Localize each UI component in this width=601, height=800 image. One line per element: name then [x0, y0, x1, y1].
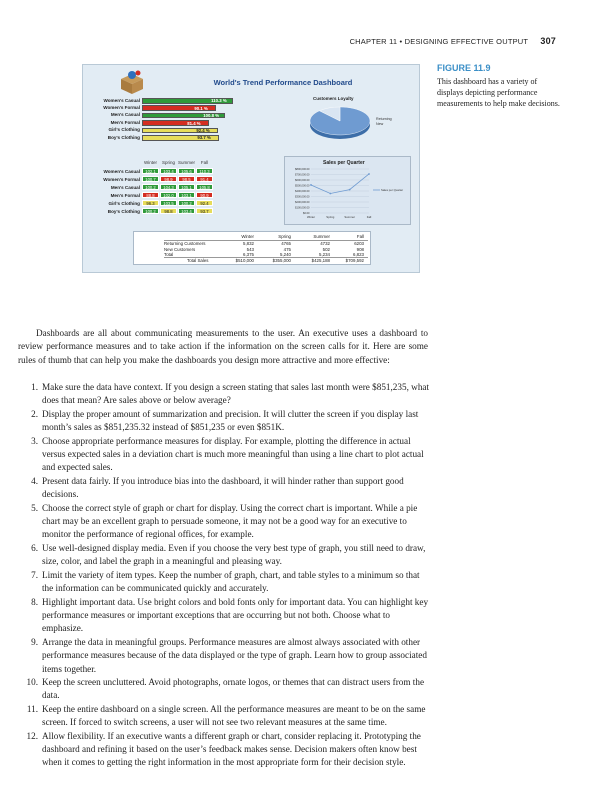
rule-text: Make sure the data have context. If you design a screen stating that sales last month were $851,235, what does that mean? Are sales above or below average?	[42, 382, 430, 406]
heatmap-cell: 91.4	[196, 176, 213, 182]
bar-row-label: Women's Casual	[103, 97, 140, 103]
table-cell: 6,823	[353, 252, 364, 257]
rule-number: 6.	[31, 542, 38, 553]
heatmap-cell: 88.8	[142, 192, 159, 198]
dashboard-title: World's Trend Performance Dashboard	[213, 78, 353, 87]
rule-item	[18, 703, 430, 730]
logo-box-icon	[117, 69, 147, 95]
line-chart-y-tick: $200,000.00	[295, 201, 310, 204]
heatmap-cell: 100.7	[142, 176, 159, 182]
table-cell: 5,240	[280, 252, 291, 257]
heatmap-cell: 100.2	[178, 200, 195, 206]
line-chart-y-tick: $700,000.00	[295, 173, 310, 177]
rules-list	[18, 381, 430, 770]
line-chart-y-tick: $400,000.00	[295, 190, 310, 193]
table-cell: 6,375	[243, 252, 254, 257]
line-chart-series	[311, 174, 369, 194]
line-chart-legend: Sales per Quarter	[381, 188, 404, 192]
sales-table	[133, 231, 371, 265]
heatmap-cell: 98.5	[178, 176, 195, 182]
table-column-header: Fall	[356, 234, 364, 239]
figure-caption: This dashboard has a variety of displays depicting performance measurements to help make decisions.	[437, 77, 560, 108]
line-chart-box	[284, 156, 411, 225]
line-chart-x-tick: Summer	[344, 215, 355, 219]
pie-legend-item: Returning	[376, 117, 392, 121]
heatmap-cell: 103.4	[160, 168, 177, 174]
table-cell: $425,188	[311, 257, 330, 263]
heatmap-cell: 103.5	[160, 200, 177, 206]
rule-item	[18, 502, 430, 542]
bar-row-label: Men's Formal	[110, 119, 140, 125]
heatmap-cell: 98.9	[160, 176, 177, 182]
line-chart	[285, 157, 410, 224]
rule-text: Choose appropriate performance measures for display. For example, plotting the difference in actual versus expected sales in a deviation chart is much more meaningful than using a line chart to plot actual and expected sales.	[42, 435, 424, 473]
rule-number: 3.	[31, 435, 38, 446]
line-chart-x-tick: Fall	[366, 215, 372, 219]
heatmap-column-header: Fall	[200, 160, 209, 165]
rule-number: 1.	[31, 382, 38, 392]
rule-number: 11.	[26, 703, 38, 714]
table-cell: 6203	[354, 241, 364, 246]
line-chart-point	[368, 173, 370, 175]
table-column-header: Winter	[241, 234, 254, 239]
heatmap-cell: 100.2	[142, 184, 159, 190]
heatmap-cell: 102.0	[160, 192, 177, 198]
rule-text: Allow flexibility. If an executive wants a different graph or chart, consider replacing it. Prototyping the dashboard and refining it based on the user’s feedback makes sense. Decision makers often know best when it comes to getting the right information in the most appropriate form for their decision style.	[42, 730, 421, 768]
pie-legend-item: New	[376, 122, 384, 126]
line-chart-y-tick: $500,000.00	[295, 184, 310, 188]
bar-value-label: 92.4 %	[196, 127, 210, 133]
heatmap-row-label: Men's Casual	[110, 184, 140, 190]
rule-number: 12.	[26, 730, 38, 741]
heatmap-cell: 96.3	[142, 200, 159, 206]
bar-value-label: 81.4 %	[187, 120, 201, 126]
heatmap-column-header: Spring	[161, 160, 175, 165]
rule-item	[18, 676, 430, 703]
heatmap-row-label: Women's Formal	[103, 176, 140, 182]
rule-number: 7.	[31, 569, 38, 580]
table-cell: $510,000	[235, 257, 254, 263]
line-chart-y-tick: $300,000.00	[295, 195, 310, 199]
pie-chart	[305, 103, 375, 143]
rule-item	[18, 542, 430, 569]
rule-item	[18, 475, 430, 502]
heatmap-cell: 103.4	[178, 208, 195, 214]
table-cell: 502	[322, 246, 330, 252]
table-row-label: New Customers	[164, 246, 196, 252]
heatmap-column-header: Winter	[143, 160, 157, 165]
rule-text: Choose the correct style of graph or chart for display. Using the correct chart is important. While a pie chart may be an excellent graph to persuade someone, it may not be a good way for an executive to monitor the performance of regional offices, for example.	[42, 502, 418, 540]
rule-number: 10.	[26, 676, 38, 687]
table-cell: $709,592	[345, 257, 364, 263]
table-cell: 5,234	[319, 252, 330, 257]
rule-number: 8.	[31, 596, 38, 607]
heatmap-cell: 110.3	[196, 168, 213, 174]
table-column-header: Summer	[313, 234, 330, 239]
running-head	[350, 36, 556, 46]
bar-value-label: 100.8 %	[203, 113, 220, 119]
dashboard-figure	[82, 64, 420, 273]
heatmap-cell: 93.7	[196, 208, 213, 214]
intro-paragraph: Dashboards are all about communicating measurements to the user. An executive uses a dashboard to review performance measures and to take action if the information on the screen calls for it. Here are some rules of thumb that can help you make the dashboards you design more attractive and more effective:	[18, 328, 428, 365]
line-chart-point	[310, 184, 312, 186]
rule-text: Use well-designed display media. Even if you choose the very best type of graph, you still need to draw, size, color, and label the graph in a meaningful and pleasing way.	[42, 542, 426, 567]
rule-number: 5.	[31, 502, 38, 513]
rule-item	[18, 381, 430, 408]
line-chart-y-tick: $0.00	[303, 212, 310, 215]
bar-value-label: 93.7 %	[197, 135, 211, 141]
pie-legend	[376, 117, 392, 127]
bar-value-label: 90.1 %	[194, 105, 208, 111]
line-chart-x-tick: Winter	[306, 215, 316, 219]
rule-item	[18, 730, 430, 770]
rule-number: 2.	[31, 408, 38, 419]
heatmap-column-header: Summer	[178, 160, 196, 165]
table-cell: 4732	[320, 241, 330, 246]
bar-row-label: Boy's Clothing	[107, 134, 140, 140]
heatmap-cell: 104.3	[160, 184, 177, 190]
rule-text: Highlight important data. Use bright colors and bold fonts only for important data. You can highlight key performance measures or important exceptions that are occurring but not both. Choose what to emphasize.	[42, 596, 429, 634]
rule-text: Arrange the data in meaningful groups. Performance measures are almost always associated with other performance measures because of the data displayed or the type of graph. Learn how to group associated items together.	[42, 636, 427, 674]
rule-item	[18, 569, 430, 596]
line-chart-point	[329, 193, 331, 195]
rule-text: Display the proper amount of summarization and precision. It will clutter the screen if you display last month’s sales as $851,235.32 instead of $851,235 or even $851K.	[42, 408, 419, 433]
table-cell: 4765	[281, 241, 291, 246]
heatmap-row-label: Women's Casual	[103, 168, 140, 174]
table-row-label: Total	[164, 252, 174, 257]
heatmap-cell: 102.1	[142, 168, 159, 174]
line-chart-point	[349, 189, 351, 191]
rule-number: 4.	[31, 475, 38, 486]
table-column-header: Spring	[278, 234, 291, 239]
rule-text: Limit the variety of item types. Keep the number of graph, chart, and table styles to a minimum so that the information can be communicated quickly and accurately.	[42, 569, 420, 594]
line-chart-x-tick: Spring	[326, 215, 335, 219]
rule-item	[18, 408, 430, 435]
table-cell: 5,832	[243, 241, 254, 246]
bar-value-label: 110.3 %	[211, 98, 227, 104]
heatmap-cell: 90.9	[196, 192, 213, 198]
page-number: 307	[540, 36, 556, 46]
rule-text: Present data fairly. If you introduce bias into the dashboard, it will hinder rather than support good decisions.	[42, 475, 404, 500]
heatmap-cell: 100.2	[142, 208, 159, 214]
running-title: CHAPTER 11 • DESIGNING EFFECTIVE OUTPUT	[349, 37, 529, 46]
line-chart-y-tick: $800,000.00	[295, 168, 310, 171]
table-total-rule	[164, 257, 368, 258]
table-row-label: Total Sales	[187, 257, 209, 263]
line-chart-y-tick: $100,000.00	[295, 206, 310, 210]
heatmap-row-label: Men's Formal	[110, 192, 140, 198]
heatmap-cell: 98.8	[160, 208, 177, 214]
heatmap-row-label: Girl's Clothing	[108, 200, 140, 206]
table-row-label: Returning Customers	[164, 241, 206, 246]
bar-row-label: Girl's Clothing	[108, 127, 140, 133]
table-cell: 543	[246, 246, 254, 252]
bar-row-label: Women's Formal	[103, 104, 140, 110]
rule-text: Keep the screen uncluttered. Avoid photographs, ornate logos, or themes that can distract users from the data.	[42, 676, 425, 701]
table-cell: $355,000	[272, 257, 291, 263]
heatmap-row-label: Boy's Clothing	[107, 208, 140, 214]
table-cell: 475	[283, 246, 291, 252]
line-chart-title: Sales per Quarter	[323, 160, 365, 166]
heatmap-cell: 92.4	[196, 200, 213, 206]
table-cell: 908	[356, 246, 364, 252]
rule-item	[18, 435, 430, 475]
rule-text: Keep the entire dashboard on a single screen. All the performance measures are meant to be on the same screen. If forced to switch screens, a user will not see two relevant measures at the same time.	[42, 703, 426, 728]
heatmap-cell: 105.1	[178, 184, 195, 190]
heatmap-cell: 103.1	[178, 192, 195, 198]
pie-title: Customers Loyalty	[313, 96, 354, 101]
rule-item	[18, 596, 430, 636]
line-chart-y-tick: $600,000.00	[295, 179, 310, 182]
rule-number: 9.	[31, 636, 38, 647]
heatmap-cell: 105.8	[196, 184, 213, 190]
rule-item	[18, 636, 430, 676]
bar-row-label: Men's Casual	[110, 112, 140, 118]
heatmap-cell: 105.6	[178, 168, 195, 174]
figure-label: FIGURE 11.9	[437, 63, 491, 73]
